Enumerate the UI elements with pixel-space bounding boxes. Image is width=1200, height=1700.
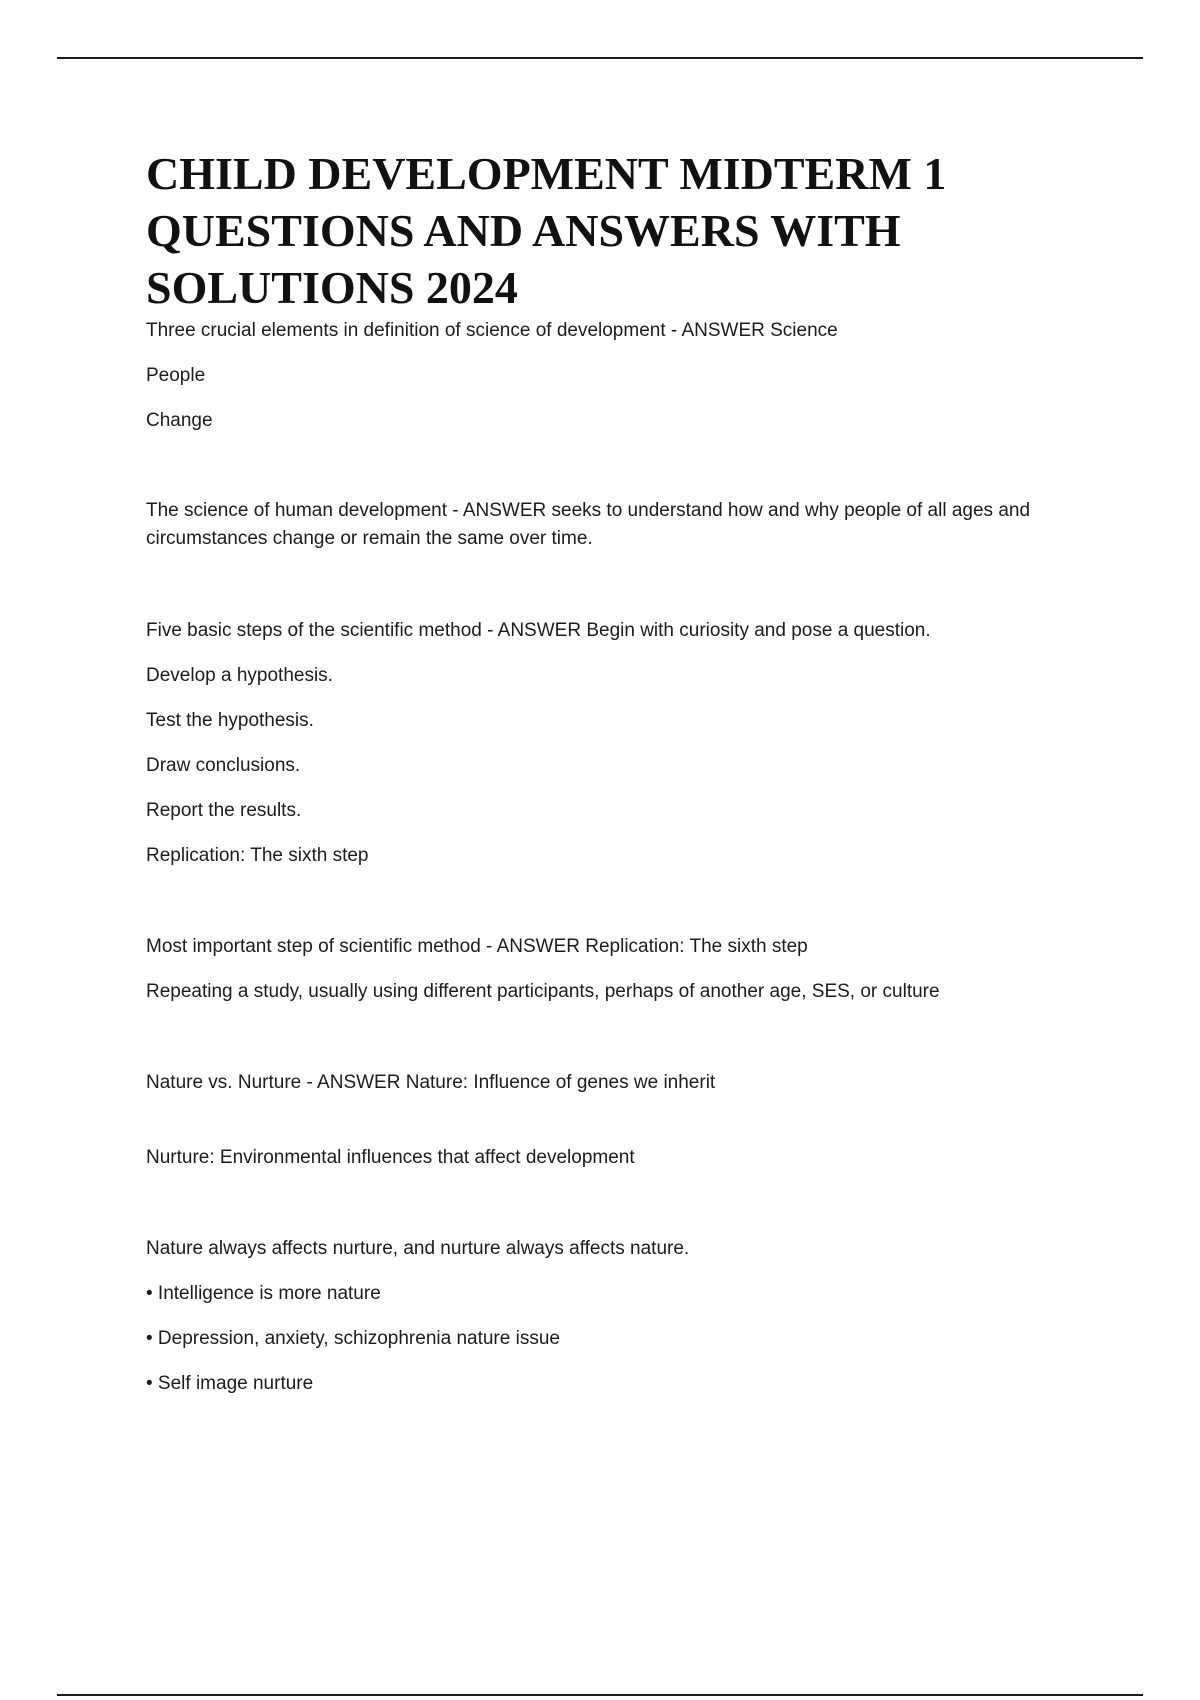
- bottom-rule: [57, 1694, 1143, 1696]
- bullet-self-image: • Self image nurture: [146, 1373, 314, 1394]
- bullet-depression: • Depression, anxiety, schizophrenia nature issue: [146, 1328, 560, 1349]
- answer-line-report: Report the results.: [146, 800, 302, 821]
- title-line-2: QUESTIONS AND ANSWERS WITH: [146, 205, 901, 256]
- top-rule: [57, 57, 1143, 59]
- question-nature-vs-nurture: Nature vs. Nurture - ANSWER Nature: Influence of genes we inherit: [146, 1072, 716, 1093]
- answer-line-conclusions: Draw conclusions.: [146, 755, 301, 776]
- title-line-3: SOLUTIONS 2024: [146, 262, 518, 313]
- question-science-human-development: The science of human development - ANSWER seeks to understand how and why people of all ages and circumstances change or remain the same over time.: [146, 500, 1031, 549]
- answer-line-change: Change: [146, 410, 213, 431]
- answer-line-nurture: Nurture: Environmental influences that affect development: [146, 1147, 635, 1168]
- bullet-intelligence: • Intelligence is more nature: [146, 1283, 381, 1304]
- document-title: [146, 145, 1106, 316]
- title-line-1: CHILD DEVELOPMENT MIDTERM 1: [146, 148, 947, 199]
- question-most-important-step: Most important step of scientific method - ANSWER Replication: The sixth step: [146, 936, 808, 957]
- answer-line-hypothesis: Develop a hypothesis.: [146, 665, 333, 686]
- question-science-elements: Three crucial elements in definition of science of development - ANSWER Science: [146, 320, 838, 341]
- question-scientific-method-steps: Five basic steps of the scientific method - ANSWER Begin with curiosity and pose a question.: [146, 620, 931, 641]
- answer-line-nature-nurture-interplay: Nature always affects nurture, and nurture always affects nature.: [146, 1238, 690, 1259]
- answer-line-people: People: [146, 365, 206, 386]
- answer-line-replication: Replication: The sixth step: [146, 845, 369, 866]
- answer-line-test: Test the hypothesis.: [146, 710, 314, 731]
- document-body: [146, 145, 1106, 1398]
- answer-line-repeating-study: Repeating a study, usually using different participants, perhaps of another age, SES, or culture: [146, 981, 940, 1002]
